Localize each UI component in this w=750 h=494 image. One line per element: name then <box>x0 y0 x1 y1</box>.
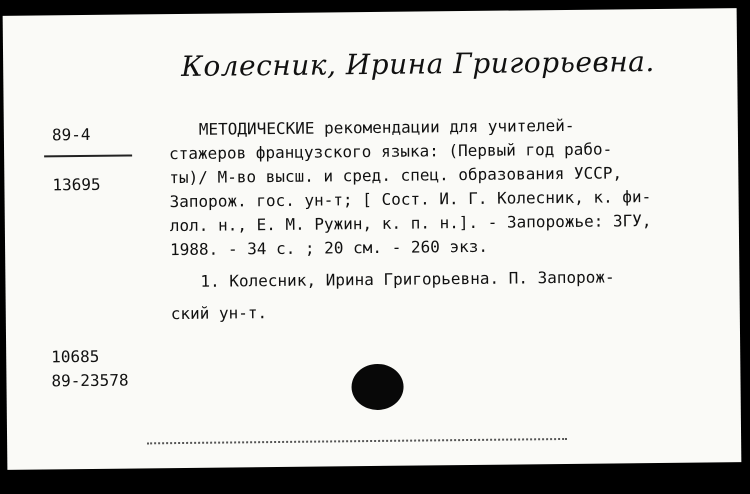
tracing-line: 1. Колесник, Ирина Григорьевна. П. Запорож- <box>200 267 615 291</box>
shelf-mark: 89-4 <box>51 124 91 145</box>
accession-code: 10685 <box>51 346 100 367</box>
bottom-dotted-edge <box>147 438 567 444</box>
tracing-line: ский ун-т. <box>170 303 268 324</box>
description-line: стажеров французского языка: (Первый год рабо- <box>168 139 613 164</box>
inventory-number: 13695 <box>52 174 101 195</box>
description-line: ты)/ М-во высш. и сред. спец. образования УССР, <box>169 163 623 188</box>
punch-hole <box>351 364 403 411</box>
description-line: Запорож. гос. ун-т; [ Сост. И. Г. Колесник, к. фи- <box>169 187 652 212</box>
handwritten-heading: Колесник, Ирина Григорьевна. <box>181 45 655 83</box>
shelf-divider <box>44 155 132 158</box>
accession-code-2: 89-23578 <box>51 370 129 391</box>
description-line: лол. н., Е. М. Ружин, к. п. н.]. - Запорожье: ЗГУ, <box>169 211 652 236</box>
description-line: 1988. - 34 с. ; 20 см. - 260 экз. <box>170 236 489 260</box>
description-line: МЕТОДИЧЕСКИЕ рекомендации для учителей- <box>198 115 575 139</box>
catalog-card <box>3 8 742 470</box>
